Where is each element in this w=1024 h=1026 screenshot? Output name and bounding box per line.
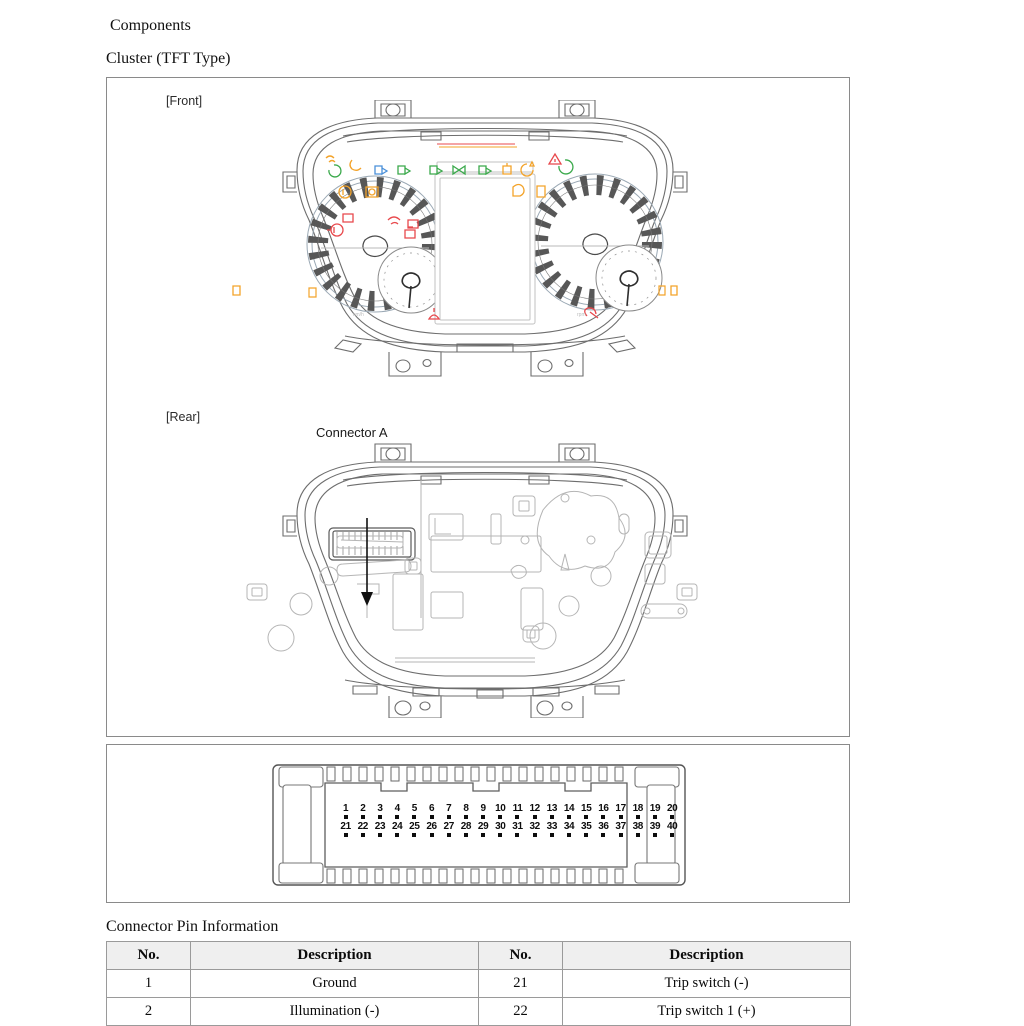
page-title: Components: [110, 17, 191, 34]
pin-contact-square: [481, 833, 485, 837]
pin-number: 38: [632, 821, 643, 832]
pin-number: 27: [443, 821, 454, 832]
pin-number: 37: [615, 821, 626, 832]
pin-number: 16: [598, 803, 609, 814]
pin-cell: [526, 803, 543, 819]
pin-cell: [354, 803, 371, 819]
connector-figure-panel: [106, 744, 850, 903]
section-title-cluster: Cluster (TFT Type): [106, 50, 231, 67]
pin-contact-square: [412, 833, 416, 837]
pin-number: 29: [477, 821, 489, 832]
pin-contact-square: [601, 815, 605, 819]
pin-contact-square: [601, 833, 605, 837]
pin-cell: [337, 803, 354, 819]
pin-number: 24: [391, 821, 403, 832]
cluster-rear-view-drawing: [225, 418, 745, 718]
pin-contact-square: [395, 815, 399, 819]
pin-contact-square: [515, 833, 519, 837]
pin-cell: [440, 821, 457, 837]
pin-number: 3: [377, 803, 383, 814]
pin-cell: [337, 821, 354, 837]
connector-a-label: Connector A: [316, 425, 388, 440]
pin-contact-square: [584, 815, 588, 819]
pin-cell: [646, 821, 663, 837]
pin-contact-square: [619, 815, 623, 819]
pin-number: 21: [340, 821, 351, 832]
pin-contact-square: [464, 833, 468, 837]
pin-contact-square: [481, 815, 485, 819]
pin-number: 19: [649, 803, 661, 814]
pin-cell: [646, 803, 663, 819]
pin-cell: [578, 821, 595, 837]
pin-cell: [595, 821, 612, 837]
pin-no-left: 1: [107, 970, 191, 998]
pin-contact-square: [498, 815, 502, 819]
pin-cell: [406, 803, 423, 819]
connector-pin-information-table: [106, 941, 851, 1026]
pin-description-right: Trip switch (-): [563, 970, 851, 998]
pin-number: 17: [615, 803, 626, 814]
connector-a-callout-arrow: [347, 518, 387, 608]
svg-text:rpm: rpm: [577, 312, 586, 318]
rear-view-label: [Rear]: [166, 410, 201, 424]
pin-contact-square: [515, 815, 519, 819]
pin-number: 40: [666, 821, 678, 832]
connector-pin-number-grid: [337, 803, 681, 837]
pin-cell: [475, 821, 492, 837]
pin-contact-square: [670, 815, 674, 819]
pin-contact-square: [361, 815, 365, 819]
pin-description-left: Illumination (-): [191, 998, 479, 1026]
table-header-row: [107, 942, 851, 970]
pin-description-left: Ground: [191, 970, 479, 998]
pin-number: 15: [581, 803, 592, 814]
pin-number: 7: [446, 803, 452, 814]
pin-contact-square: [550, 833, 554, 837]
pin-number: 22: [357, 821, 368, 832]
pin-cell: [509, 821, 526, 837]
pin-no-right: 22: [479, 998, 563, 1026]
pin-cell: [371, 803, 388, 819]
pin-contact-square: [430, 815, 434, 819]
pin-number: 10: [495, 803, 506, 814]
svg-text:km/h: km/h: [353, 312, 364, 318]
pin-row-bottom: [337, 821, 681, 837]
pin-cell: [492, 803, 509, 819]
pin-number: 14: [563, 803, 575, 814]
pin-cell: [629, 821, 646, 837]
pin-cell: [526, 821, 543, 837]
pin-cell: [371, 821, 388, 837]
pin-cell: [423, 821, 440, 837]
cluster-figure-panel: [106, 77, 850, 737]
pin-contact-square: [378, 833, 382, 837]
pin-contact-square: [344, 815, 348, 819]
pin-number: 9: [480, 803, 486, 814]
pin-number: 34: [563, 821, 575, 832]
pin-cell: [664, 803, 681, 819]
pin-number: 39: [649, 821, 661, 832]
pin-contact-square: [430, 833, 434, 837]
table-row: [107, 998, 851, 1026]
pin-number: 35: [581, 821, 592, 832]
pin-contact-square: [412, 815, 416, 819]
pin-number: 32: [529, 821, 540, 832]
pin-contact-square: [567, 815, 571, 819]
pin-number: 2: [360, 803, 366, 814]
pin-number: 18: [632, 803, 643, 814]
pin-number: 28: [460, 821, 472, 832]
column-header-no-left: No.: [107, 942, 191, 970]
pin-number: 6: [428, 803, 435, 814]
section-title-pin-info: Connector Pin Information: [106, 918, 279, 935]
pin-cell: [406, 821, 423, 837]
pin-description-right: Trip switch 1 (+): [563, 998, 851, 1026]
pin-contact-square: [636, 815, 640, 819]
pin-number: 25: [409, 821, 420, 832]
pin-cell: [389, 803, 406, 819]
pin-contact-square: [361, 833, 365, 837]
pin-contact-square: [567, 833, 571, 837]
cluster-front-view-drawing: [225, 100, 745, 380]
pin-no-right: 21: [479, 970, 563, 998]
pin-contact-square: [653, 815, 657, 819]
pin-contact-square: [533, 833, 537, 837]
pin-cell: [423, 803, 440, 819]
column-header-no-right: No.: [479, 942, 563, 970]
pin-number: 36: [598, 821, 609, 832]
pin-cell: [509, 803, 526, 819]
pin-cell: [629, 803, 646, 819]
pin-contact-square: [619, 833, 623, 837]
pin-cell: [578, 803, 595, 819]
pin-contact-square: [550, 815, 554, 819]
pin-cell: [543, 821, 560, 837]
pin-number: 13: [546, 803, 557, 814]
pin-contact-square: [670, 833, 674, 837]
pin-number: 33: [546, 821, 557, 832]
front-view-label: [Front]: [166, 94, 203, 108]
pin-cell: [457, 803, 474, 819]
pin-number: 8: [463, 803, 469, 814]
pin-contact-square: [395, 833, 399, 837]
pin-number: 11: [512, 803, 523, 814]
pin-row-top: [337, 803, 681, 819]
pin-cell: [354, 821, 371, 837]
pin-cell: [440, 803, 457, 819]
pin-contact-square: [344, 833, 348, 837]
pin-contact-square: [498, 833, 502, 837]
pin-cell: [595, 803, 612, 819]
pin-number: 4: [394, 803, 400, 814]
pin-contact-square: [447, 815, 451, 819]
pin-number: 5: [411, 803, 417, 814]
pin-contact-square: [636, 833, 640, 837]
pin-cell: [457, 821, 474, 837]
pin-number: 26: [426, 821, 437, 832]
pin-number: 23: [374, 821, 386, 832]
pin-cell: [612, 803, 629, 819]
pin-number: 20: [666, 803, 678, 814]
pin-cell: [475, 803, 492, 819]
pin-cell: [612, 821, 629, 837]
pin-contact-square: [533, 815, 537, 819]
pin-contact-square: [653, 833, 657, 837]
column-header-description-right: Description: [563, 942, 851, 970]
pin-contact-square: [464, 815, 468, 819]
pin-cell: [664, 821, 681, 837]
pin-number: 1: [343, 803, 349, 814]
pin-no-left: 2: [107, 998, 191, 1026]
column-header-description-left: Description: [191, 942, 479, 970]
pin-cell: [492, 821, 509, 837]
pin-contact-square: [447, 833, 451, 837]
pin-number: 12: [529, 803, 540, 814]
pin-number: 31: [512, 821, 523, 832]
pin-contact-square: [584, 833, 588, 837]
pin-cell: [389, 821, 406, 837]
pin-cell: [560, 821, 577, 837]
pin-cell: [560, 803, 577, 819]
pin-cell: [543, 803, 560, 819]
table-row: [107, 970, 851, 998]
pin-contact-square: [378, 815, 382, 819]
pin-number: 30: [495, 821, 506, 832]
